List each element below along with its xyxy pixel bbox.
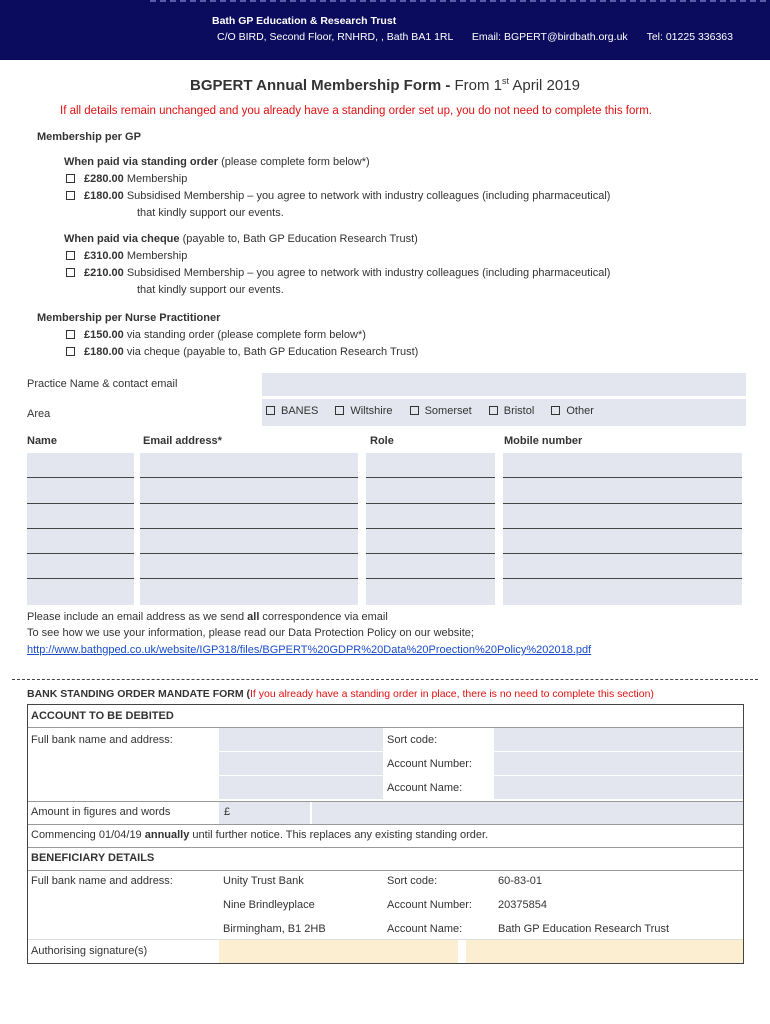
ben-account-name: Bath GP Education Research Trust [498,923,669,935]
area-option-wiltshire[interactable] [335,405,392,417]
column-header-email: Email address* [143,435,222,447]
commencing-post: until further notice. This replaces any existing standing order. [189,829,489,841]
table-cell[interactable] [140,478,358,503]
bank-heading-note: If you already have a standing order in place, there is no need to complete this section) [250,688,654,700]
practice-name-email-field[interactable] [262,373,746,396]
mobile-column [503,453,742,605]
title-bold: BGPERT Annual Membership Form - [190,77,451,94]
table-cell[interactable] [366,478,495,503]
option-continuation: that kindly support our events. [137,284,284,296]
table-cell[interactable] [27,554,134,579]
divider [28,847,743,848]
account-heading [31,710,174,722]
policy-link[interactable]: http://www.bathgped.co.uk/website/IGP318/files/BGPERT%20GDPR%20Data%20Proection%20Policy%202018.pdf [27,644,592,656]
table-cell[interactable] [503,529,742,554]
currency-symbol: £ [224,806,231,818]
option-gp-cheque-210[interactable] [66,267,610,279]
table-cell[interactable] [27,478,134,503]
option-price: £310.00 [84,250,124,262]
ben-account-name-label: Account Name: [387,923,463,935]
divider [28,824,743,825]
page-title [0,76,770,94]
email-note [27,611,388,623]
checkbox[interactable] [66,330,75,339]
option-text: Membership [123,250,188,262]
commencing-pre: Commencing 01/04/19 [31,829,145,841]
option-nurse-cheque-180[interactable] [66,346,418,358]
amount-words-field[interactable] [312,802,743,824]
table-cell[interactable] [27,504,134,529]
area-option-bristol[interactable] [489,405,535,417]
ben-account-number-label: Account Number: [387,899,472,911]
option-price: £150.00 [84,329,124,341]
table-cell[interactable] [503,554,742,579]
email-column [140,453,358,605]
signature-field-2[interactable] [466,940,743,963]
ben-bank-line-2: Nine Brindleyplace [223,899,315,911]
table-cell[interactable] [503,579,742,604]
sort-code-field[interactable] [494,728,743,751]
account-number-label: Account Number: [387,758,472,770]
checkbox[interactable] [66,268,75,277]
role-column [366,453,495,605]
telephone: Tel: 01225 336363 [646,31,733,43]
table-cell[interactable] [503,453,742,478]
table-cell[interactable] [366,579,495,604]
option-price: £180.00 [84,190,124,202]
header-dash-line [150,0,770,2]
checkbox[interactable] [66,174,75,183]
table-cell[interactable] [140,554,358,579]
option-price: £180.00 [84,346,124,358]
bank-heading-text: BANK STANDING ORDER MANDATE FORM ( [27,688,251,700]
account-number-field[interactable] [494,752,743,775]
org-name: Bath GP Education & Research Trust [212,15,397,27]
checkbox[interactable] [66,347,75,356]
bank-name-field-2[interactable] [219,752,383,775]
title-rest-pre: From 1 [450,77,503,94]
account-name-label: Account Name: [387,782,463,794]
area-option-somerset[interactable] [410,405,472,417]
table-cell[interactable] [140,579,358,604]
table-cell[interactable] [503,504,742,529]
bank-name-field-3[interactable] [219,776,383,799]
checkbox[interactable] [266,406,275,415]
checkbox[interactable] [489,406,498,415]
option-price: £210.00 [84,267,124,279]
amount-label: Amount in figures and words [31,806,171,818]
table-cell[interactable] [140,453,358,478]
full-bank-label: Full bank name and address: [31,734,173,746]
area-label-text: Wiltshire [350,405,393,417]
email: Email: BGPERT@birdbath.org.uk [471,31,628,43]
beneficiary-heading-text: BENEFICIARY DETAILS [31,852,155,864]
standing-order-subheading [64,156,370,168]
note-text: correspondence via email [259,611,388,623]
note-bold: all [247,611,260,623]
table-cell[interactable] [140,504,358,529]
ben-sort-code: 60-83-01 [498,875,543,887]
ben-sort-code-label: Sort code: [387,875,438,887]
ben-bank-line-1: Unity Trust Bank [223,875,304,887]
area-label: Area [27,408,51,420]
area-options [266,405,608,417]
cut-line [12,679,758,680]
column-header-name: Name [27,435,57,447]
table-cell[interactable] [366,504,495,529]
note-text: Please include an email address as we send [27,611,248,623]
option-gp-standing-280[interactable] [66,173,187,185]
checkbox[interactable] [410,406,419,415]
area-option-banes[interactable] [266,405,318,417]
table-cell[interactable] [27,579,134,604]
standing-rest: (please complete form below*) [218,156,370,168]
signature-label: Authorising signature(s) [31,945,148,957]
cheque-rest: (payable to, Bath GP Education Research Trust) [179,233,418,245]
area-label-text: BANES [281,405,319,417]
option-gp-cheque-310[interactable] [66,250,187,262]
option-text: via cheque (payable to, Bath GP Education Research Trust) [123,346,419,358]
checkbox[interactable] [551,406,560,415]
title-sup: st [502,76,510,86]
beneficiary-heading [31,852,154,864]
ben-bank-line-3: Birmingham, B1 2HB [223,923,326,935]
table-cell[interactable] [27,453,134,478]
account-name-field[interactable] [494,776,743,799]
bank-heading [27,688,654,700]
divider [28,870,743,871]
contact-line [217,31,733,43]
option-text: Membership [123,173,188,185]
gp-heading: Membership per GP [37,131,141,143]
nurse-heading: Membership per Nurse Practitioner [37,312,221,324]
column-header-mobile: Mobile number [504,435,583,447]
option-text: via standing order (please complete form below*) [123,329,366,341]
column-header-role: Role [370,435,394,447]
area-label-text: Bristol [503,405,535,417]
area-label-text: Other [566,405,594,417]
policy-note: To see how we use your information, please read our Data Protection Policy on our website; [27,627,474,639]
table-cell[interactable] [503,478,742,503]
name-column [27,453,134,605]
signature-field-1[interactable] [219,940,458,963]
amount-figures-field[interactable] [219,802,310,824]
option-gp-standing-180[interactable] [66,190,610,202]
table-cell[interactable] [366,554,495,579]
cheque-bold: When paid via cheque [64,233,180,245]
option-text: Subsidised Membership – you agree to network with industry colleagues (including pharmaceutical) [123,190,611,202]
option-text: Subsidised Membership – you agree to network with industry colleagues (including pharmaceutical) [123,267,611,279]
title-rest-post: April 2019 [509,77,580,94]
table-cell[interactable] [27,529,134,554]
checkbox[interactable] [66,191,75,200]
table-cell[interactable] [140,529,358,554]
ben-full-bank-label: Full bank name and address: [31,875,173,887]
notice-text: If all details remain unchanged and you already have a standing order set up, you do not need to complete this form. [60,105,652,117]
area-label-text: Somerset [424,405,472,417]
sort-code-label: Sort code: [387,734,438,746]
option-price: £280.00 [84,173,124,185]
account-heading-text: ACCOUNT TO BE DEBITED [31,710,174,722]
bank-name-field-1[interactable] [219,728,383,751]
table-cell[interactable] [366,453,495,478]
table-cell[interactable] [366,529,495,554]
checkbox[interactable] [66,251,75,260]
checkbox[interactable] [335,406,344,415]
letterhead [0,0,770,60]
ben-account-number: 20375854 [498,899,547,911]
standing-bold: When paid via standing order [64,156,219,168]
practice-label: Practice Name & contact email [27,378,178,390]
commencing-bold: annually [144,829,190,841]
option-nurse-standing-150[interactable] [66,329,366,341]
address: C/O BIRD, Second Floor, RNHRD, , Bath BA1 1RL [217,31,453,43]
cheque-subheading [64,233,418,245]
area-option-other[interactable] [551,405,594,417]
option-continuation: that kindly support our events. [137,207,284,219]
bank-mandate-box [27,704,744,964]
commencing-text [31,829,488,841]
